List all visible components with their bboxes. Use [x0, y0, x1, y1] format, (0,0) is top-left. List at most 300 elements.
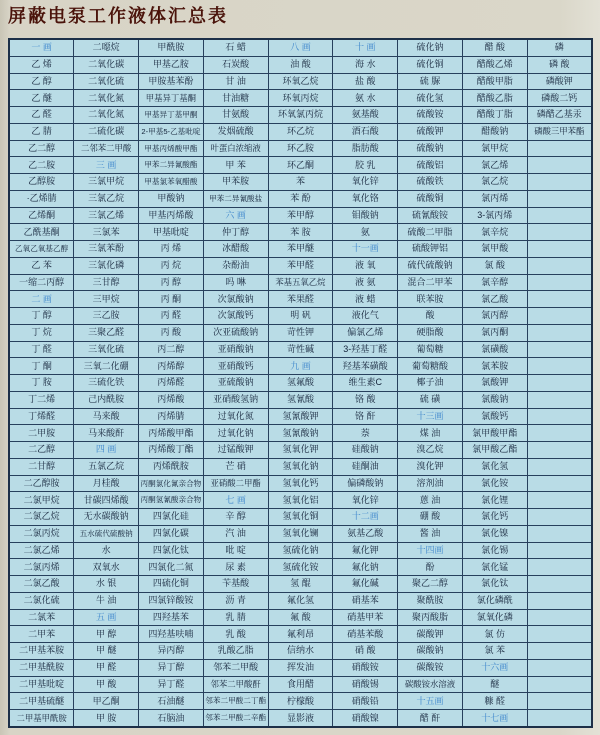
- table-cell: 维生素C: [333, 375, 398, 392]
- table-cell: 氯苯胺: [462, 358, 527, 375]
- table-cell: 芒 硝: [203, 458, 268, 475]
- table-row: [9, 710, 592, 727]
- table-cell: 氯酸钾: [462, 375, 527, 392]
- table-cell: 二氧化碳: [74, 56, 139, 73]
- table-cell: 汽 油: [203, 525, 268, 542]
- table-cell: 辛 醇: [203, 509, 268, 526]
- table-cell: 氢氧化钾: [268, 442, 333, 459]
- table-cell: 环氧乙烷: [268, 73, 333, 90]
- table-cell: 次氯酸钙: [203, 308, 268, 325]
- table-cell: 氟 酸: [268, 609, 333, 626]
- table-cell: 水 银: [74, 576, 139, 593]
- table-cell: 三氯化磷: [74, 257, 139, 274]
- table-cell: 甲 醚: [74, 643, 139, 660]
- table-cell: 异丁醛: [139, 676, 204, 693]
- table-cell: 脂肪酸: [333, 140, 398, 157]
- table-cell: 甲 醛: [74, 659, 139, 676]
- table-cell: [527, 241, 592, 258]
- table-cell: 丙烯腈: [139, 408, 204, 425]
- table-cell: [527, 659, 592, 676]
- table-cell: 乙氧乙氧基乙醇: [9, 241, 74, 258]
- table-cell: [527, 391, 592, 408]
- table-cell: 丙 酸: [139, 324, 204, 341]
- table-row: [9, 693, 592, 710]
- table-cell: 碳酸钾: [398, 626, 463, 643]
- table-row: [9, 592, 592, 609]
- table-cell: 硫化钠: [398, 39, 463, 56]
- table-cell: 二甲胺: [9, 425, 74, 442]
- table-cell: 硫化氢: [398, 90, 463, 107]
- table-cell: 醋酸钠: [462, 123, 527, 140]
- table-cell: 聚丙酸脂: [398, 609, 463, 626]
- table-cell: 甲酰胺: [139, 39, 204, 56]
- table-cell: 甲基吡啶: [139, 224, 204, 241]
- table-cell: 酸: [398, 308, 463, 325]
- table-cell: 硅酮油: [333, 458, 398, 475]
- table-row: [9, 107, 592, 124]
- table-row: [9, 190, 592, 207]
- table-cell: 甲基丙烯酸甲酯: [139, 140, 204, 157]
- table-cell: 无水碳酸钠: [74, 509, 139, 526]
- table-cell: 硝 酸: [333, 643, 398, 660]
- table-cell: 硫氰酸铵: [398, 207, 463, 224]
- table-cell: 二氧化氮: [74, 107, 139, 124]
- table-cell: 石炭酸: [203, 56, 268, 73]
- table-row: [9, 509, 592, 526]
- table-cell: 苛性钾: [268, 324, 333, 341]
- table-cell: 环乙烷: [268, 123, 333, 140]
- table-cell: 氨基乙酸: [333, 525, 398, 542]
- table-cell: 醋酸乙烯: [462, 56, 527, 73]
- table-cell: 氢氟酸: [268, 375, 333, 392]
- table-cell: 三聚乙醛: [74, 324, 139, 341]
- table-cell: 碳酸铵水溶液: [398, 676, 463, 693]
- table-cell: 吗 啉: [203, 274, 268, 291]
- table-row: [9, 140, 592, 157]
- table-cell: 葡萄糖: [398, 341, 463, 358]
- table-cell: 邻苯二甲酸二丁酯: [203, 693, 268, 710]
- table-cell: 氯化钛: [462, 576, 527, 593]
- table-cell: [527, 224, 592, 241]
- table-cell: 丙 醛: [139, 308, 204, 325]
- table-cell: 硫酸铵: [398, 107, 463, 124]
- table-cell: 二氯乙烯: [9, 542, 74, 559]
- table-cell: 氯磺酸: [462, 341, 527, 358]
- table-row: [9, 458, 592, 475]
- table-cell: 3-羟基丁醛: [333, 341, 398, 358]
- table-row: [9, 643, 592, 660]
- table-cell: 二邻苯二甲酸: [74, 140, 139, 157]
- table-row: [9, 39, 592, 56]
- table-cell: 硫代硫酸钠: [398, 257, 463, 274]
- table-cell: 石油醚: [139, 693, 204, 710]
- table-cell: 五水硫代硫酸钠: [74, 525, 139, 542]
- table-cell: 环氧氯丙烷: [268, 107, 333, 124]
- table-cell: 氯化镍: [462, 525, 527, 542]
- table-cell: 甲胺基苯酚: [139, 73, 204, 90]
- table-cell: 吡 啶: [203, 542, 268, 559]
- table-cell: 氯化钙: [462, 509, 527, 526]
- table-cell: 乙二胺: [9, 157, 74, 174]
- table-cell: 环乙酮: [268, 157, 333, 174]
- table-cell: 氯丙酮: [462, 324, 527, 341]
- table-cell: 甲 醇: [74, 626, 139, 643]
- table-cell: 十三画: [398, 408, 463, 425]
- table-cell: 氢氧化铜: [268, 509, 333, 526]
- table-cell: 二氯乙烷: [9, 509, 74, 526]
- table-cell: 氯化磷酰: [462, 592, 527, 609]
- table-cell: 甘油糖: [203, 90, 268, 107]
- table-cell: 磷: [527, 39, 592, 56]
- table-cell: 硝基甲苯: [333, 609, 398, 626]
- table-cell: 氢氧化铝: [268, 492, 333, 509]
- table-cell: 十一画: [333, 241, 398, 258]
- table-cell: 五 画: [74, 609, 139, 626]
- table-cell: 乙 醛: [9, 107, 74, 124]
- table-cell: 硫酸钠: [398, 140, 463, 157]
- table-row: [9, 291, 592, 308]
- table-cell: 氯化锰: [462, 559, 527, 576]
- table-cell: 硫化铜: [398, 56, 463, 73]
- table-cell: 硫酸铝: [398, 157, 463, 174]
- table-cell: 乙酰基酮: [9, 224, 74, 241]
- table-cell: 苯甲醇: [268, 207, 333, 224]
- table-cell: [527, 375, 592, 392]
- table-cell: 四 画: [74, 442, 139, 459]
- table-row: [9, 257, 592, 274]
- table-row: [9, 525, 592, 542]
- table-row: [9, 324, 592, 341]
- table-cell: ·乙烯腈: [9, 190, 74, 207]
- table-cell: 氯化氢: [462, 458, 527, 475]
- table-cell: 偏氯乙烯: [333, 324, 398, 341]
- table-cell: 三甘醇: [74, 274, 139, 291]
- table-cell: 显影液: [268, 710, 333, 727]
- table-row: [9, 341, 592, 358]
- table-cell: 十六画: [462, 659, 527, 676]
- table-cell: 甲基乙胺: [139, 56, 204, 73]
- table-cell: 硝酸锡: [333, 676, 398, 693]
- table-cell: 乙 醇: [9, 73, 74, 90]
- table-row: [9, 358, 592, 375]
- table-cell: 聚酰胺: [398, 592, 463, 609]
- table-cell: 氯乙酸: [462, 291, 527, 308]
- table-cell: 双氧水: [74, 559, 139, 576]
- table-cell: 羟基苯磺酸: [333, 358, 398, 375]
- table-cell: 煤 油: [398, 425, 463, 442]
- table-cell: 苯甲醚: [268, 241, 333, 258]
- table-cell: 环乙胺: [268, 140, 333, 157]
- table-cell: 亚硝酸氢钠: [203, 391, 268, 408]
- table-cell: 溴化钾: [398, 458, 463, 475]
- table-cell: 联苯胺: [398, 291, 463, 308]
- table-cell: 四氯化硅: [139, 509, 204, 526]
- table-cell: 甲 酸: [74, 676, 139, 693]
- table-cell: 硝酸铅: [333, 693, 398, 710]
- table-cell: 二氯化硫: [9, 592, 74, 609]
- table-cell: 溶剂油: [398, 475, 463, 492]
- table-cell: [527, 408, 592, 425]
- table-cell: 苯: [268, 174, 333, 191]
- table-cell: 甘碳四烯酸: [74, 492, 139, 509]
- table-cell: 氯 酸: [462, 257, 527, 274]
- table-cell: 柠檬酸: [268, 693, 333, 710]
- table-cell: 铬 酸: [333, 391, 398, 408]
- table-cell: 苯甲醛: [268, 257, 333, 274]
- table-cell: 十七画: [462, 710, 527, 727]
- table-cell: 氧化铬: [333, 190, 398, 207]
- table-cell: 二氯乙酸: [9, 576, 74, 593]
- table-cell: [527, 475, 592, 492]
- table-cell: [527, 174, 592, 191]
- table-cell: 三氧化硫: [74, 341, 139, 358]
- table-cell: 二甘醇: [9, 458, 74, 475]
- table-cell: 乙 苯: [9, 257, 74, 274]
- table-cell: 氯酸钙: [462, 408, 527, 425]
- table-cell: 二硫化碳: [74, 123, 139, 140]
- table-cell: 混合二甲苯: [398, 274, 463, 291]
- table-cell: 醋酸丁脂: [462, 107, 527, 124]
- table-cell: 氟化钠: [333, 559, 398, 576]
- table-cell: 甲乙酮: [74, 693, 139, 710]
- table-cell: 甲苯胺: [203, 174, 268, 191]
- table-cell: 苯 酚: [268, 190, 333, 207]
- table-cell: 马来酸酐: [74, 425, 139, 442]
- table-cell: 信纳水: [268, 643, 333, 660]
- table-cell: 氯化锡: [462, 542, 527, 559]
- table-row: [9, 492, 592, 509]
- table-cell: 二甲基甲酰胺: [9, 710, 74, 727]
- table-row: [9, 157, 592, 174]
- table-cell: [527, 626, 592, 643]
- table-cell: 三氯甲烷: [74, 174, 139, 191]
- table-cell: 丙烯酸: [139, 391, 204, 408]
- table-cell: 硅酸钠: [333, 442, 398, 459]
- table-cell: 氨 水: [333, 90, 398, 107]
- table-cell: 丙烯酸丁酯: [139, 442, 204, 459]
- table-cell: 冰醋酸: [203, 241, 268, 258]
- table-cell: 酱 油: [398, 525, 463, 542]
- table-cell: 钼酸钠: [333, 207, 398, 224]
- table-cell: 十四画: [398, 542, 463, 559]
- table-row: [9, 609, 592, 626]
- table-cell: 丙烯醇: [139, 358, 204, 375]
- table-cell: 乙醇胺: [9, 174, 74, 191]
- table-cell: 甲基氯苯氧醋酸: [139, 174, 204, 191]
- table-cell: 过氧化氮: [203, 408, 268, 425]
- table-cell: 氯化锂: [462, 492, 527, 509]
- table-cell: 磷酸三甲苯酯: [527, 123, 592, 140]
- table-cell: [527, 291, 592, 308]
- table-cell: [527, 609, 592, 626]
- table-cell: 丁二烯: [9, 391, 74, 408]
- table-cell: 一缩二丙醇: [9, 274, 74, 291]
- table-cell: 二氯丙烯: [9, 559, 74, 576]
- table-row: [9, 475, 592, 492]
- table-cell: 萘: [333, 425, 398, 442]
- table-cell: 邻苯二甲酸二辛酯: [203, 710, 268, 727]
- table-row: [9, 224, 592, 241]
- table-row: [9, 408, 592, 425]
- table-cell: 2-甲基5-乙基吡啶: [139, 123, 204, 140]
- table-cell: 三甲烷: [74, 291, 139, 308]
- table-cell: 液 氧: [333, 257, 398, 274]
- table-cell: 丙二醇: [139, 341, 204, 358]
- table-cell: [527, 492, 592, 509]
- table-cell: 醋酸乙脂: [462, 90, 527, 107]
- table-cell: 乙 醚: [9, 90, 74, 107]
- table-cell: 四氯化二氮: [139, 559, 204, 576]
- table-row: [9, 559, 592, 576]
- table-cell: 丙烯酸甲酯: [139, 425, 204, 442]
- table-cell: 二 画: [9, 291, 74, 308]
- table-cell: 甲苯二异氰酸酯: [139, 157, 204, 174]
- table-cell: 仲丁醇: [203, 224, 268, 241]
- table-cell: 丙酮氯化氰亲合物: [139, 475, 204, 492]
- table-cell: 氯丙醇: [462, 308, 527, 325]
- table-cell: 亚硫酸钠: [203, 375, 268, 392]
- table-cell: 苯果醛: [268, 291, 333, 308]
- table-cell: 二乙醇: [9, 442, 74, 459]
- table-cell: [527, 324, 592, 341]
- table-cell: 二氯丙烷: [9, 525, 74, 542]
- table-row: [9, 123, 592, 140]
- table-cell: 八 画: [268, 39, 333, 56]
- table-cell: 尿 素: [203, 559, 268, 576]
- table-cell: 九 画: [268, 358, 333, 375]
- table-row: [9, 241, 592, 258]
- table-cell: 甲基异丁基甲酮: [139, 107, 204, 124]
- table-cell: 四氯锌酸铵: [139, 592, 204, 609]
- table-cell: 丁 酮: [9, 358, 74, 375]
- table-cell: 三氯苯: [74, 224, 139, 241]
- table-cell: 邻苯二甲酸酐: [203, 676, 268, 693]
- table-cell: 二甲基吡啶: [9, 676, 74, 693]
- table-cell: [527, 559, 592, 576]
- table-cell: 硝酸镍: [333, 710, 398, 727]
- table-cell: 氧化锌: [333, 174, 398, 191]
- table-cell: 硫酸二甲脂: [398, 224, 463, 241]
- table-cell: [527, 190, 592, 207]
- table-cell: 二甲苯: [9, 626, 74, 643]
- table-cell: 甲 胺: [74, 710, 139, 727]
- table-cell: 氯甲酸甲酯: [462, 425, 527, 442]
- table-row: [9, 375, 592, 392]
- table-cell: 氢硫化钠: [268, 542, 333, 559]
- table-cell: 氯 仿: [462, 626, 527, 643]
- table-cell: [527, 525, 592, 542]
- table-cell: 发烟硫酸: [203, 123, 268, 140]
- table-row: [9, 442, 592, 459]
- table-cell: 氢氰酸钠: [268, 425, 333, 442]
- table-cell: 3-氯丙烯: [462, 207, 527, 224]
- table-cell: 甲酸钠: [139, 190, 204, 207]
- table-cell: 异丁醇: [139, 659, 204, 676]
- table-cell: 四羟基苯: [139, 609, 204, 626]
- table-cell: 溴乙烷: [398, 442, 463, 459]
- table-cell: 石 蜡: [203, 39, 268, 56]
- table-cell: 丁 醇: [9, 308, 74, 325]
- table-cell: 沥 青: [203, 592, 268, 609]
- table-cell: 过锰酸钾: [203, 442, 268, 459]
- table-row: [9, 308, 592, 325]
- table-cell: 石脑油: [139, 710, 204, 727]
- table-cell: 氯辛醇: [462, 274, 527, 291]
- table-cell: 七 画: [203, 492, 268, 509]
- table-cell: 硫酸铜: [398, 190, 463, 207]
- table-cell: 叶蛋白浓缩液: [203, 140, 268, 157]
- table-row: [9, 174, 592, 191]
- table-cell: 盐 酸: [333, 73, 398, 90]
- table-row: [9, 659, 592, 676]
- table-row: [9, 207, 592, 224]
- table-cell: 氟利昂: [268, 626, 333, 643]
- table-cell: 氯乙烯: [462, 157, 527, 174]
- table-cell: 丁烯醛: [9, 408, 74, 425]
- table-row: [9, 676, 592, 693]
- table-cell: 氢氰酸: [268, 391, 333, 408]
- table-cell: 己内酰胺: [74, 391, 139, 408]
- table-cell: 硫酸铁: [398, 174, 463, 191]
- table-cell: [527, 710, 592, 727]
- table-cell: 二氧化氮: [74, 90, 139, 107]
- table-cell: 杂酚油: [203, 257, 268, 274]
- table-cell: 苯 胺: [268, 224, 333, 241]
- table-cell: 甘氨酸: [203, 107, 268, 124]
- table-cell: [527, 274, 592, 291]
- table-cell: 二乙醇胺: [9, 475, 74, 492]
- table-cell: [527, 509, 592, 526]
- table-cell: 氯乙烷: [462, 174, 527, 191]
- table-cell: 苄基酸: [203, 576, 268, 593]
- table-cell: 氢氧化钙: [268, 475, 333, 492]
- table-cell: 丙 烯: [139, 241, 204, 258]
- table-cell: [527, 542, 592, 559]
- table-cell: 环氧丙烷: [268, 90, 333, 107]
- table-cell: [527, 442, 592, 459]
- table-cell: 四氯化碳: [139, 525, 204, 542]
- table-cell: 甲基异丁基酮: [139, 90, 204, 107]
- table-cell: [527, 157, 592, 174]
- table-cell: 氟化碱: [333, 576, 398, 593]
- table-cell: [527, 341, 592, 358]
- table-cell: 氨基酸: [333, 107, 398, 124]
- table-cell: [527, 140, 592, 157]
- table-cell: 牛 油: [74, 592, 139, 609]
- table-cell: 硝基苯: [333, 592, 398, 609]
- table-cell: 椰子油: [398, 375, 463, 392]
- table-cell: 氯 苯: [462, 643, 527, 660]
- table-cell: 氟化钾: [333, 542, 398, 559]
- table-cell: 苛性碱: [268, 341, 333, 358]
- table-cell: 硫酸钾铝: [398, 241, 463, 258]
- table-cell: 酚: [398, 559, 463, 576]
- table-cell: 五氯乙烷: [74, 458, 139, 475]
- table-cell: 甲基丙烯酸: [139, 207, 204, 224]
- table-cell: 二甲基硫醚: [9, 693, 74, 710]
- table-cell: 亚硝酸钙: [203, 358, 268, 375]
- table-cell: 三乙胺: [74, 308, 139, 325]
- table-cell: 马来酸: [74, 408, 139, 425]
- table-cell: 十五画: [398, 693, 463, 710]
- table-cell: 次氯酸钠: [203, 291, 268, 308]
- table-row: [9, 90, 592, 107]
- table-cell: 氯酸钠: [462, 391, 527, 408]
- table-cell: 硼 酸: [398, 509, 463, 526]
- table-row: [9, 391, 592, 408]
- table-cell: 氯丙烯: [462, 190, 527, 207]
- table-cell: 亚硝酸二甲酯: [203, 475, 268, 492]
